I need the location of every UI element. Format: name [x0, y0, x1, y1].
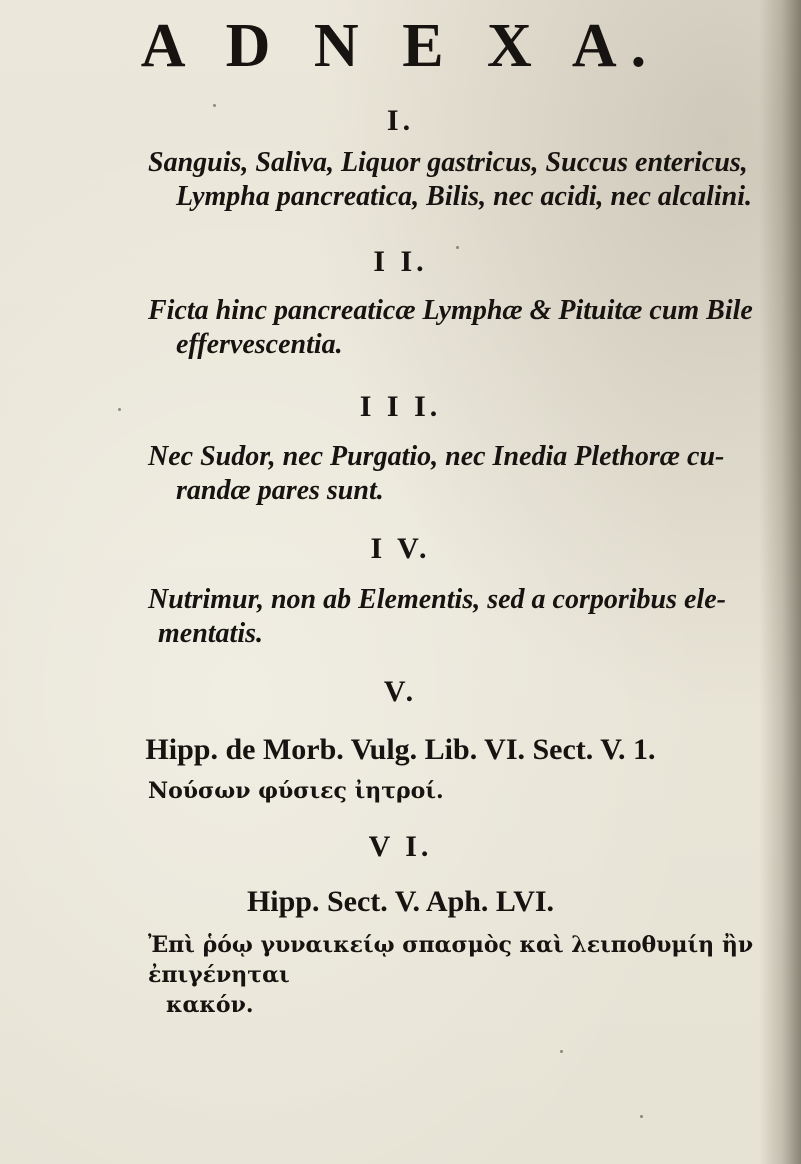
paper-speck [560, 1050, 563, 1053]
section-1-line-1: Sanguis, Saliva, Liquor gastricus, Succus entericus, [148, 147, 748, 178]
section-number-3: I I I. [359, 390, 442, 423]
section-2-line-1: Ficta hinc pancreaticæ Lymphæ & Pituitæ cum Bile [148, 295, 753, 326]
section-text-2 [148, 294, 788, 362]
section-text-3 [148, 440, 788, 508]
section-6-reference: Hipp. Sect. V. Aph. LVI. [246, 885, 555, 918]
section-number-4: I V. [370, 532, 431, 565]
section-number-6: V I. [368, 830, 433, 863]
section-1-line-2: Lympha pancreatica, Bilis, nec acidi, nec alcalini. [176, 181, 753, 212]
section-text-1 [148, 146, 788, 214]
section-6-greek-line-2: κακόν. [166, 992, 254, 1018]
paper-speck [640, 1115, 643, 1118]
section-2-line-2: effervescentia. [176, 329, 343, 360]
section-6-greek-line-1: Ἐπὶ ῥόῳ γυναικείῳ σπασμὸς καὶ λειποθυμίη ἢν ἐπιγένηται [148, 932, 754, 988]
section-number-1: I. [386, 104, 415, 137]
section-4-line-1: Nutrimur, non ab Elementis, sed a corporibus ele- [148, 584, 726, 615]
section-5-greek-line-1: Νούσων φύσιες ἰητροί. [148, 778, 444, 804]
section-5-greek [148, 776, 788, 806]
paper-speck [456, 246, 459, 249]
section-4-line-2: mentatis. [158, 618, 264, 649]
page-title: A D N E X A. [140, 12, 661, 80]
section-number-2: I I. [373, 245, 428, 278]
section-5-reference: Hipp. de Morb. Vulg. Lib. VI. Sect. V. 1. [145, 733, 656, 766]
paper-speck [213, 104, 216, 107]
section-number-5: V. [383, 675, 418, 708]
section-3-line-2: randæ pares sunt. [176, 475, 384, 506]
section-text-4 [148, 583, 788, 651]
section-3-line-1: Nec Sudor, nec Purgatio, nec Inedia Plethoræ cu- [148, 441, 725, 472]
paper-speck [118, 408, 121, 411]
section-6-greek [148, 930, 788, 1020]
